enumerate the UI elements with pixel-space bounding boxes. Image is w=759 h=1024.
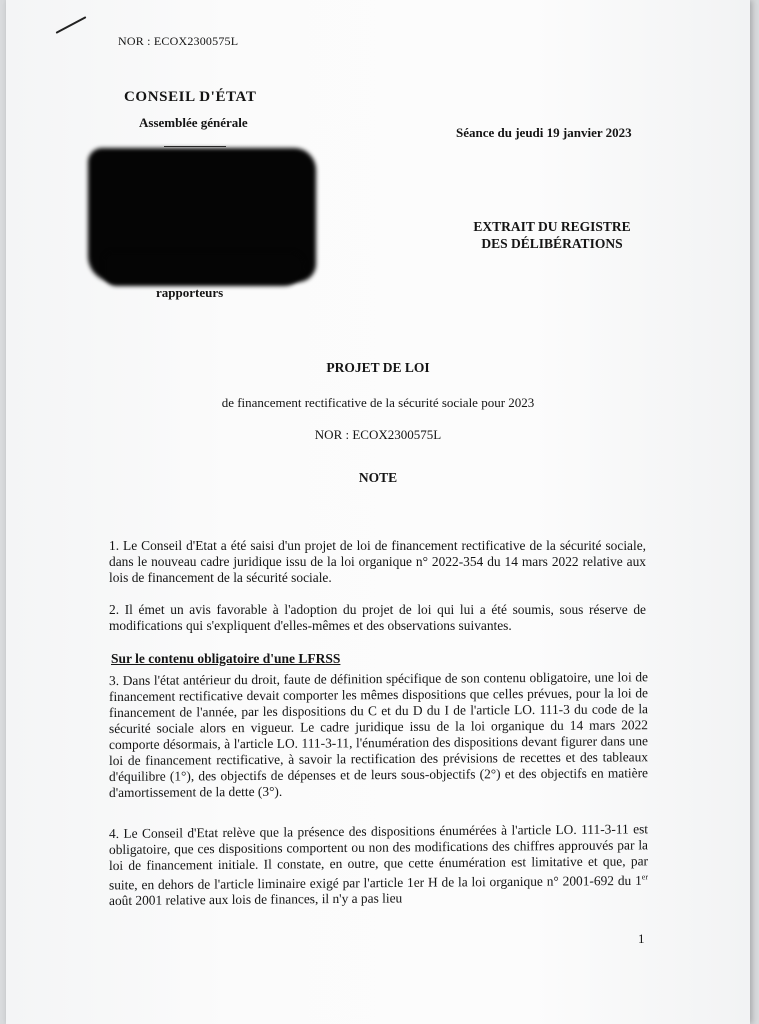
pen-mark	[56, 16, 87, 34]
redacted-block-lower	[104, 252, 304, 286]
document-page	[6, 0, 750, 1024]
paragraph-4-end: août 2001 relative aux lois de finances, il n'y a pas lieu	[109, 890, 403, 909]
header-divider	[164, 146, 226, 147]
page-number: 1	[638, 931, 645, 946]
assembly-name: Assemblée générale	[139, 115, 248, 130]
paragraph-4-superscript: er	[641, 872, 648, 882]
nor-reference-top: NOR : ECOX2300575L	[118, 34, 239, 48]
document-title: PROJET DE LOI	[326, 360, 430, 375]
nor-reference-center: NOR : ECOX2300575L	[314, 427, 442, 442]
note-heading: NOTE	[358, 470, 398, 485]
register-line-1: EXTRAIT DU REGISTRE	[473, 219, 631, 234]
paragraph-2: 2. Il émet un avis favorable à l'adoption du projet de loi qui lui a été soumis, sous réserve de modifications qui s'expliquent d'elles-mêmes et des observations suivantes.	[109, 602, 646, 633]
paragraph-1: 1. Le Conseil d'Etat a été saisi d'un projet de loi de financement rectificative de la sécurité sociale, dans le nouveau cadre juridique issu de la loi organique n° 2022-354 du 14 mars 2022 relative aux lois de financement de la sécurité sociale.	[109, 538, 646, 585]
register-line-2: DES DÉLIBÉRATIONS	[481, 236, 623, 251]
paragraph-4-start: 4. Le Conseil d'Etat relève que la présence des dispositions énumérées à l'article LO. 111-3-11 est obligatoire, que ces dispositions comportent ou non des modifications des chiffres approuvés par la loi de financement initiale. Il constate, en outre, que cette énumération est limitative et que, par suite, en dehors de l'article liminaire exigé par l'article 1er H de la loi organique n° 2001-692 du 1	[109, 821, 648, 893]
section-title: Sur le contenu obligatoire d'une LFRSS	[111, 651, 341, 666]
rapporteurs-label: rapporteurs	[156, 285, 224, 300]
session-date: Séance du jeudi 19 janvier 2023	[456, 125, 632, 140]
document-subtitle: de financement rectificative de la sécurité sociale pour 2023	[221, 395, 535, 410]
paragraph-3: 3. Dans l'état antérieur du droit, faute de définition spécifique de son contenu obligatoire, une loi de financement rectificative devait comporter les mêmes dispositions que celles prévues, pour la loi de financement de l'année, par les dispositions du C et du D du I de l'article LO. 111-3 du code de la sécurité sociale alors en vigueur. Le cadre juridique issu de la loi organique du 14 mars 2022 comporte désormais, à l'article LO. 111-3-11, l'énumération des dispositions devant figurer dans une loi de financement rectificative, à savoir la rectification des prévisions de recettes et des tableaux d'équilibre (1°), des objectifs de dépenses et de leurs sous-objectifs (2°) et des objectifs en matière d'amortissement de la dette (3°).	[109, 669, 648, 800]
paragraph-4	[109, 821, 648, 909]
register-extract-heading	[468, 218, 636, 252]
institution-name: CONSEIL D'ÉTAT	[124, 89, 257, 105]
